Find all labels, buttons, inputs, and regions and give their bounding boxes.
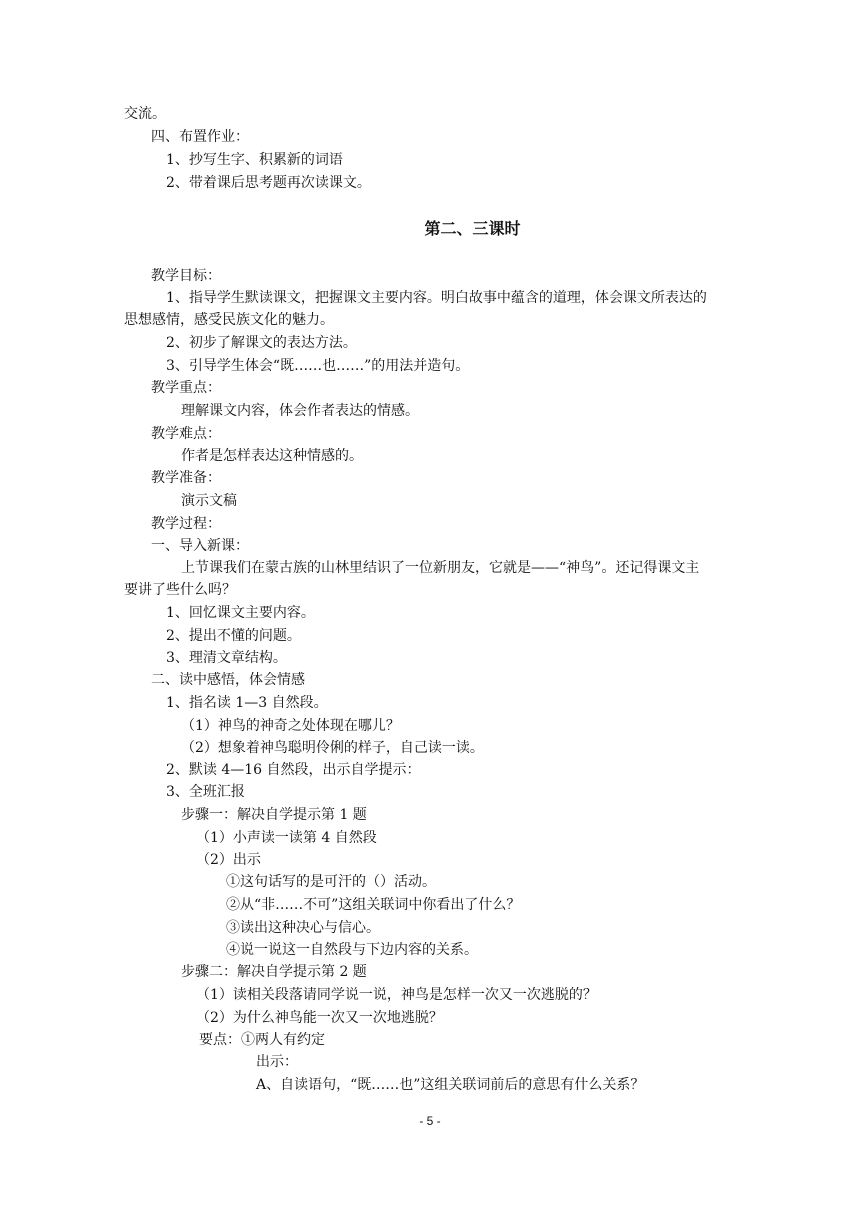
text-line: 2、带着课后思考题再次读课文。 — [166, 175, 371, 191]
text-line: 交流。 — [124, 106, 166, 122]
text-line: （1）读相关段落请同学说一说，神鸟是怎样一次又一次逃脱的？ — [196, 987, 597, 1003]
text-line: 3、理清文章结构。 — [166, 650, 287, 666]
text-line: 演示文稿 — [181, 493, 237, 509]
text-line: 教学目标： — [151, 268, 221, 284]
text-line: 一、导入新课： — [151, 538, 249, 554]
text-line: （1）神鸟的神奇之处体现在哪儿？ — [181, 718, 400, 734]
text-line: 教学过程： — [151, 516, 221, 532]
text-line: 1、指导学生默读课文，把握课文主要内容。明白故事中蕴含的道理，体会课文所表达的 — [166, 290, 707, 306]
text-line: 2、默读 4—16 自然段，出示自学提示： — [166, 762, 421, 778]
text-line: A、自读语句，“既……也”这组关联词前后的意思有什么关系？ — [256, 1077, 645, 1093]
text-line: 1、回忆课文主要内容。 — [166, 605, 315, 621]
text-line: 步骤一：解决自学提示第 1 题 — [181, 807, 367, 823]
text-line: 1、抄写生字、积累新的词语 — [166, 152, 343, 168]
text-line: 二、读中感悟，体会情感 — [151, 672, 305, 688]
text-line: 上节课我们在蒙古族的山林里结识了一位新朋友，它就是——“神鸟”。还记得课文主 — [181, 560, 700, 576]
page-number: - 5 - — [419, 1114, 441, 1128]
text-line: 1、指名读 1—3 自然段。 — [166, 695, 328, 711]
text-line: ②从“非……不可”这组关联词中你看出了什么？ — [226, 897, 521, 913]
text-line: 3、全班汇报 — [166, 784, 245, 800]
text-line: 3、引导学生体会“既……也……”的用法并造句。 — [166, 358, 470, 374]
text-line: 出示： — [256, 1054, 298, 1070]
text-line: （2）想象着神鸟聪明伶俐的样子，自己读一读。 — [181, 740, 484, 756]
text-line: 教学重点： — [151, 380, 221, 396]
text-line: 要点：①两人有约定 — [199, 1032, 325, 1048]
text-line: 教学准备： — [151, 470, 221, 486]
text-line: 2、提出不懂的问题。 — [166, 628, 301, 644]
text-line: 步骤二：解决自学提示第 2 题 — [181, 964, 367, 980]
section-title: 第二、三课时 — [424, 219, 521, 238]
text-line: （2）为什么神鸟能一次又一次地逃脱？ — [196, 1010, 443, 1026]
text-line: 2、初步了解课文的表达方法。 — [166, 335, 357, 351]
text-line: 教学难点： — [151, 426, 221, 442]
text-line: 作者是怎样表达这种情感的。 — [181, 448, 363, 464]
text-line: 要讲了些什么吗？ — [124, 582, 236, 598]
text-line: ①这句话写的是可汗的（）活动。 — [226, 874, 436, 890]
text-line: 理解课文内容，体会作者表达的情感。 — [181, 403, 419, 419]
text-line: （2）出示 — [196, 852, 261, 868]
text-line: ③读出这种决心与信心。 — [226, 920, 380, 936]
text-line: （1）小声读一读第 4 自然段 — [196, 830, 377, 846]
text-line: 思想感情，感受民族文化的魅力。 — [124, 312, 334, 328]
text-line: 四、布置作业： — [151, 129, 249, 145]
text-line: ④说一说这一自然段与下边内容的关系。 — [226, 942, 478, 958]
